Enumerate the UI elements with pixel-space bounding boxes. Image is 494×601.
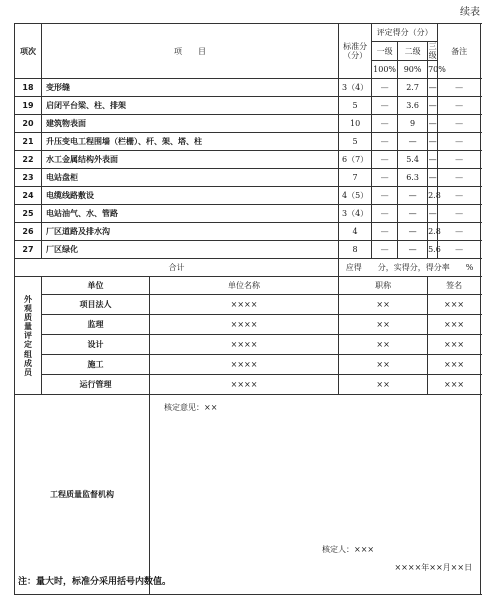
col-remark: 备注 xyxy=(438,24,481,79)
table-row xyxy=(15,205,481,223)
member-row xyxy=(15,355,481,375)
row-grade4: — xyxy=(438,187,481,205)
row-grade1: — xyxy=(372,133,398,151)
table-row xyxy=(15,169,481,187)
member-sign: ××× xyxy=(428,315,481,335)
member-unit: 施工 xyxy=(42,355,150,375)
row-no: 23 xyxy=(15,169,42,187)
row-standard: 6（7） xyxy=(339,151,372,169)
table-row xyxy=(15,187,481,205)
row-item: 电站油气、水、管路 xyxy=(42,205,339,223)
row-no: 27 xyxy=(15,241,42,259)
member-sign: ××× xyxy=(428,295,481,315)
row-standard: 7 xyxy=(339,169,372,187)
table-row xyxy=(15,97,481,115)
row-grade2: — xyxy=(398,241,428,259)
committee-label xyxy=(15,277,42,395)
row-item: 电缆线路敷设 xyxy=(42,187,339,205)
row-grade1: — xyxy=(372,97,398,115)
member-sign: ××× xyxy=(428,375,481,395)
member-title: ×× xyxy=(339,315,428,335)
unit-name-header: 单位名称 xyxy=(150,277,339,295)
committee-label-text: 外 观 质 量 评 定 组 成 员 xyxy=(24,294,32,378)
row-grade3: — xyxy=(428,151,438,169)
row-item: 厂区绿化 xyxy=(42,241,339,259)
member-row xyxy=(15,295,481,315)
member-sign: ××× xyxy=(428,335,481,355)
row-grade2: 6.3 xyxy=(398,169,428,187)
row-grade4: — xyxy=(438,79,481,97)
row-grade3: — xyxy=(428,205,438,223)
row-grade3: — xyxy=(428,97,438,115)
row-grade2: — xyxy=(398,205,428,223)
row-no: 19 xyxy=(15,97,42,115)
row-standard: 10 xyxy=(339,115,372,133)
row-grade1: — xyxy=(372,205,398,223)
row-item: 水工金属结构外表面 xyxy=(42,151,339,169)
row-item: 电站盘柜 xyxy=(42,169,339,187)
row-item: 厂区道路及排水沟 xyxy=(42,223,339,241)
row-grade4: — xyxy=(438,151,481,169)
row-item: 变形缝 xyxy=(42,79,339,97)
row-standard: 3（4） xyxy=(339,205,372,223)
col-rating: 评定得分（分） xyxy=(372,24,438,42)
member-unit: 监理 xyxy=(42,315,150,335)
row-grade3: 2.8 xyxy=(428,187,438,205)
row-grade2: 5.4 xyxy=(398,151,428,169)
row-no: 18 xyxy=(15,79,42,97)
row-no: 21 xyxy=(15,133,42,151)
row-grade2: — xyxy=(398,223,428,241)
table-row xyxy=(15,79,481,97)
pct2: 90% xyxy=(398,61,428,79)
col-standard-score: 标准分（分） xyxy=(339,24,372,79)
table-row xyxy=(15,241,481,259)
member-row xyxy=(15,335,481,355)
member-unit-name: ×××× xyxy=(150,355,339,375)
member-unit: 运行管理 xyxy=(42,375,150,395)
supervision-row xyxy=(15,395,481,595)
member-title: ×× xyxy=(339,355,428,375)
row-standard: 4 xyxy=(339,223,372,241)
approval-date: ××××年××月××日 xyxy=(394,563,473,573)
total-row xyxy=(15,259,481,277)
footnote: 注：量大时，标准分采用括号内数值。 xyxy=(18,577,172,587)
row-grade2: — xyxy=(398,187,428,205)
continued-label: 续表 xyxy=(460,7,480,18)
pct1: 100% xyxy=(372,61,398,79)
member-unit: 设计 xyxy=(42,335,150,355)
row-grade2: — xyxy=(398,133,428,151)
row-grade1: — xyxy=(372,79,398,97)
member-unit-name: ×××× xyxy=(150,315,339,335)
row-grade3: — xyxy=(428,169,438,187)
member-title: ×× xyxy=(339,295,428,315)
row-grade1: — xyxy=(372,151,398,169)
approver: 核定人：××× xyxy=(322,545,375,555)
row-grade4: — xyxy=(438,97,481,115)
row-grade4: — xyxy=(438,241,481,259)
table-row xyxy=(15,115,481,133)
row-standard: 8 xyxy=(339,241,372,259)
row-no: 25 xyxy=(15,205,42,223)
table-row xyxy=(15,133,481,151)
row-grade3: 2.8 xyxy=(428,223,438,241)
member-title: ×× xyxy=(339,335,428,355)
row-no: 20 xyxy=(15,115,42,133)
member-unit-name: ×××× xyxy=(150,335,339,355)
row-grade2: 2.7 xyxy=(398,79,428,97)
table-row xyxy=(15,223,481,241)
member-sign: ××× xyxy=(428,355,481,375)
pct3: 70% xyxy=(428,61,438,79)
row-grade3: — xyxy=(428,79,438,97)
row-item: 建筑物表面 xyxy=(42,115,339,133)
row-no: 26 xyxy=(15,223,42,241)
row-standard: 3（4） xyxy=(339,79,372,97)
row-grade3: — xyxy=(428,133,438,151)
grade1-header: 一级 xyxy=(372,42,398,61)
row-standard: 5 xyxy=(339,133,372,151)
row-grade4: — xyxy=(438,169,481,187)
row-standard: 4（5） xyxy=(339,187,372,205)
row-grade1: — xyxy=(372,223,398,241)
committee-header-row xyxy=(15,277,481,295)
grade2-header: 二级 xyxy=(398,42,428,61)
sign-header: 签名 xyxy=(428,277,481,295)
row-no: 24 xyxy=(15,187,42,205)
member-unit-name: ×××× xyxy=(150,375,339,395)
row-grade1: — xyxy=(372,241,398,259)
row-grade1: — xyxy=(372,115,398,133)
grade3-header: 三级 xyxy=(428,42,437,61)
total-text: 应得 分，实得分，得分率 % xyxy=(339,259,481,277)
header-row-1 xyxy=(15,24,481,42)
row-grade3: — xyxy=(428,115,438,133)
row-grade3: 5.6 xyxy=(428,241,438,259)
unit-header: 单位 xyxy=(42,277,150,295)
row-no: 22 xyxy=(15,151,42,169)
total-label: 合计 xyxy=(15,259,339,277)
approval-opinion: 核定意见：×× xyxy=(164,403,218,413)
row-item: 升压变电工程围墙（栏栅）、杆、架、塔、柱 xyxy=(42,133,339,151)
row-grade4: — xyxy=(438,115,481,133)
row-item: 启闭平台梁、柱、排架 xyxy=(42,97,339,115)
row-grade1: — xyxy=(372,187,398,205)
row-grade2: 9 xyxy=(398,115,428,133)
col-item-no: 项次 xyxy=(15,24,42,79)
row-grade4: — xyxy=(438,223,481,241)
member-row xyxy=(15,315,481,335)
row-grade4: — xyxy=(438,205,481,223)
member-row xyxy=(15,375,481,395)
table-row xyxy=(15,151,481,169)
member-title: ×× xyxy=(339,375,428,395)
row-grade1: — xyxy=(372,169,398,187)
quality-assessment-table xyxy=(14,23,481,595)
row-standard: 5 xyxy=(339,97,372,115)
supervision-box xyxy=(150,395,481,595)
supervision-label: 工程质量监督机构 xyxy=(15,395,150,595)
row-grade4: — xyxy=(438,133,481,151)
row-grade2: 3.6 xyxy=(398,97,428,115)
member-unit: 项目法人 xyxy=(42,295,150,315)
col-item: 项 目 xyxy=(42,24,339,79)
title-header: 职称 xyxy=(339,277,428,295)
member-unit-name: ×××× xyxy=(150,295,339,315)
